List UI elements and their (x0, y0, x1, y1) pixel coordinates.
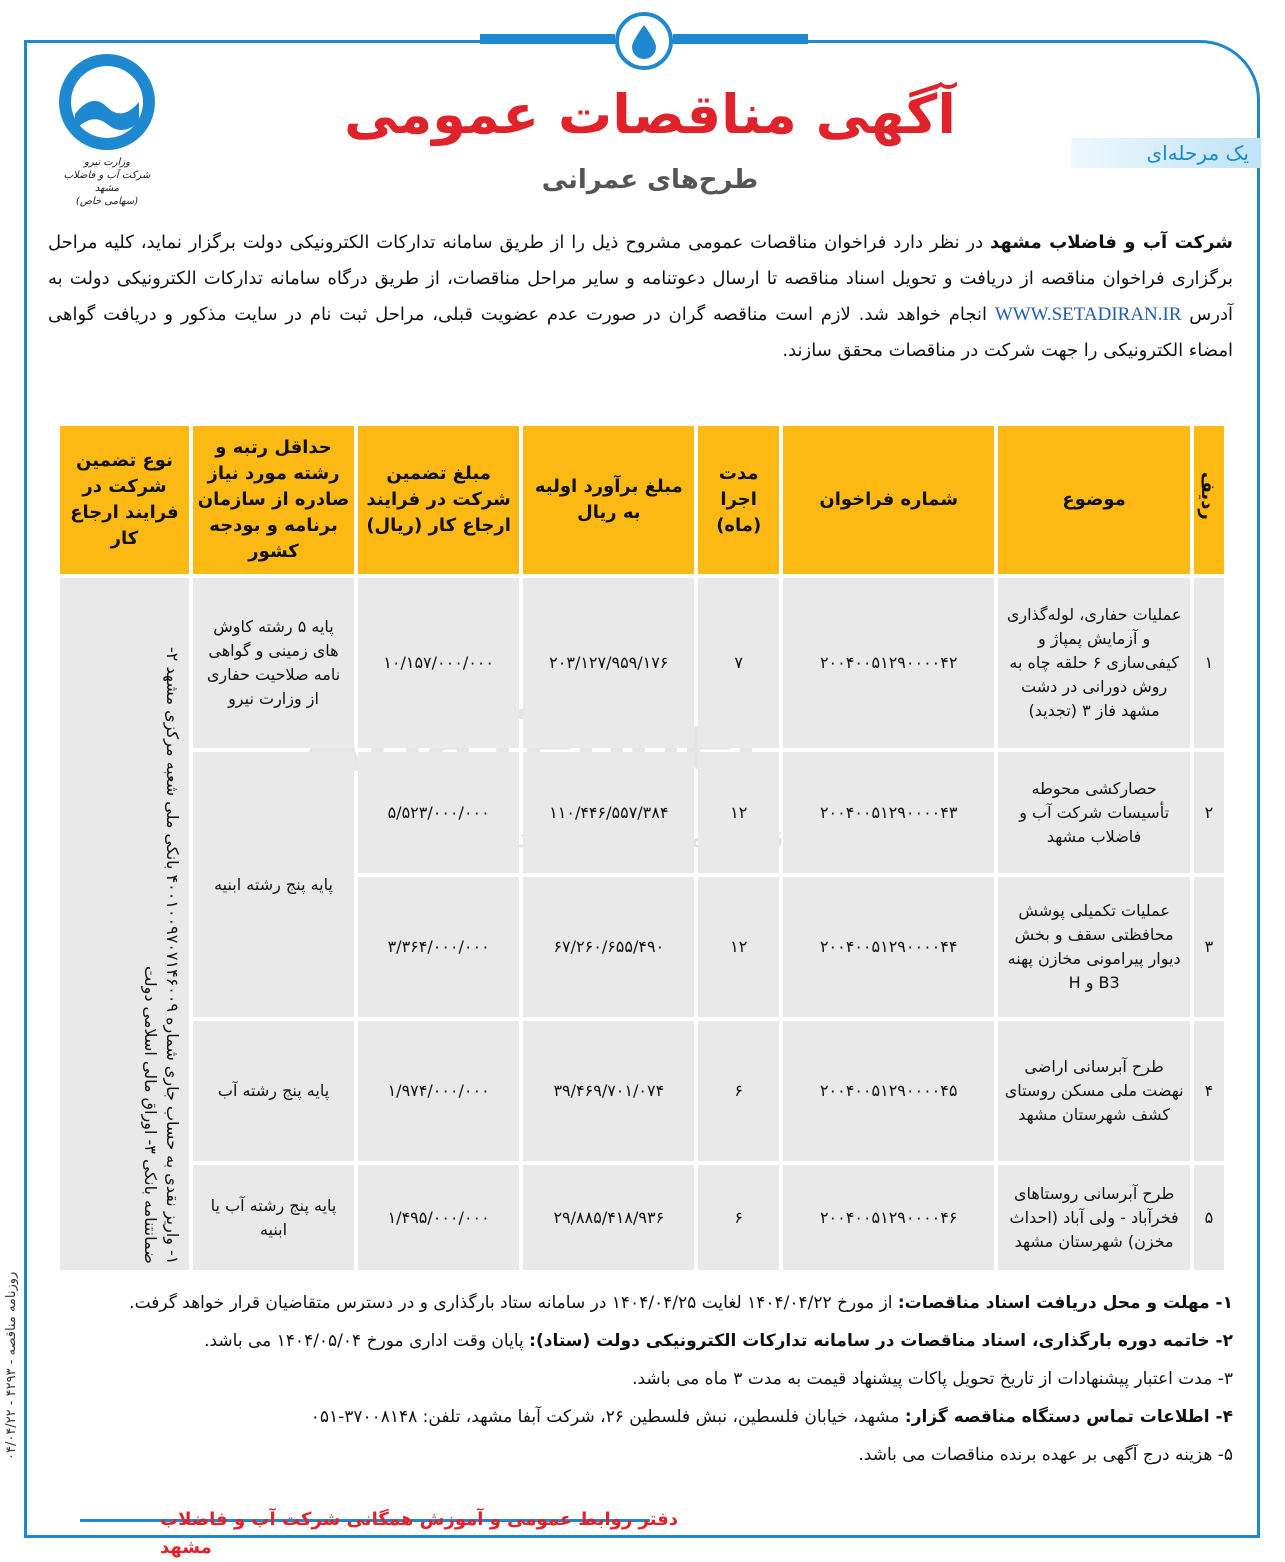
cell-duration: ۱۲ (698, 752, 779, 873)
note-2: ۲- خاتمه دوره بارگذاری، اسناد مناقصات در سامانه تدارکات الکترونیکی دولت (ستاد): پایان وقت اداری مورخ ۱۴۰۴/۰۵/۰۴ می باشد. (204, 1331, 1233, 1351)
cell-call-number: ۲۰۰۴۰۰۵۱۲۹۰۰۰۰۴۲ (783, 578, 994, 748)
footer (80, 1506, 1240, 1558)
water-drop-icon (615, 12, 673, 70)
cell-estimate: ۶۷/۲۶۰/۶۵۵/۴۹۰ (523, 877, 694, 1017)
header-wing-right (673, 34, 808, 44)
cell-duration: ۷ (698, 578, 779, 748)
cell-call-number: ۲۰۰۴۰۰۵۱۲۹۰۰۰۰۴۳ (783, 752, 994, 873)
cell-guarantee: ۵/۵۲۳/۰۰۰/۰۰۰ (358, 752, 519, 873)
header-wing-left (480, 34, 615, 44)
footer-text: دفتر روابط عمومی و آموزش همگانی شرکت آب و فاضلاب مشهد (160, 1509, 679, 1558)
cell-grade: پایه پنج رشته آب یا ابنیه (193, 1165, 354, 1270)
intro-text-1: در نظر دارد فراخوان مناقصات عمومی مشروح ذیل را از طریق سامانه تدارکات الکترونیکی دولت برگزار نماید، کلیه مراحل برگزاری فراخوان مناقصه از دریافت و تحویل اسناد مناقصه تا ارسال دعوتنامه و سایر مراحل مناقصات، از طریق درگاه سامانه تدارکات الکترونیکی دولت به آدرس (48, 232, 1233, 325)
cell-estimate: ۲۹/۸۸۵/۴۱۸/۹۳۶ (523, 1165, 694, 1270)
tenders-table (56, 422, 1228, 1274)
cell-subject: حصارکشی محوطه تأسیسات شرکت آب و فاضلاب مشهد (998, 752, 1189, 873)
header-grade: حداقل رتبه و رشته مورد نیاز صادره از سازمان برنامه و بودجه کشور (193, 426, 354, 574)
intro-company: شرکت آب و فاضلاب مشهد (990, 232, 1234, 253)
logo-org-top: وزارت نیرو (83, 157, 130, 168)
cell-guarantee: ۳/۳۶۴/۰۰۰/۰۰۰ (358, 877, 519, 1017)
setad-link[interactable]: WWW.SETADIRAN.IR (994, 304, 1182, 325)
intro-text-2: انجام خواهد شد. لازم است مناقصه گران در صورت عدم عضویت قبلی، مراحل ثبت نام در سایت مذکور و دریافت گواهی امضاء الکترونیکی را جهت شرکت در مناقصات محقق سازند. (48, 304, 1233, 361)
cell-grade: پایه ۵ رشته کاوش های زمینی و گواهی نامه صلاحیت حفاری از وزارت نیرو (193, 578, 354, 748)
cell-subject: طرح آبرسانی روستاهای فخرآباد - ولی آباد (احداث مخزن) شهرستان مشهد (998, 1165, 1189, 1270)
cell-estimate: ۳۹/۴۶۹/۷۰۱/۰۷۴ (523, 1021, 694, 1161)
header-call-number: شماره فراخوان (783, 426, 994, 574)
cell-row-number: ۲ (1194, 752, 1224, 873)
cell-subject: عملیات حفاری، لوله‌گذاری و آزمایش پمپاژ و کیفی‌سازی ۶ حلقه چاه به روش دورانی در دشت مشهد فاز ۳ (تجدید) (998, 578, 1189, 748)
note-1: ۱- مهلت و محل دریافت اسناد مناقصات: از مورخ ۱۴۰۴/۰۴/۲۲ لغایت ۱۴۰۴/۰۴/۲۵ در سامانه ستاد بارگذاری و در دسترس متقاضیان قرار خواهد گرفت. (129, 1293, 1233, 1313)
note-4: ۴- اطلاعات تماس دستگاه مناقصه گزار: مشهد، خیابان فلسطین، نبش فلسطین ۲۶، شرکت آبفا مشهد، تلفن: ۳۷۰۰۸۱۴۸-۰۵۱ (310, 1407, 1233, 1427)
cell-row-number: ۵ (1194, 1165, 1224, 1270)
logo-org-note: (سهامی خاص) (75, 196, 139, 207)
cell-estimate: ۱۱۰/۴۴۶/۵۵۷/۳۸۴ (523, 752, 694, 873)
header-duration: مدت اجرا (ماه) (698, 426, 779, 574)
cell-guarantee: ۱۰/۱۵۷/۰۰۰/۰۰۰ (358, 578, 519, 748)
cell-call-number: ۲۰۰۴۰۰۵۱۲۹۰۰۰۰۴۵ (783, 1021, 994, 1161)
side-newspaper-label: روزنامه مناقصه - ۴۲۹۳ - ۰۴/۰۴/۲۲ (4, 1271, 19, 1460)
cell-call-number: ۲۰۰۴۰۰۵۱۲۹۰۰۰۰۴۶ (783, 1165, 994, 1270)
table-row (60, 1021, 1224, 1161)
note-5: ۵- هزینه درج آگهی بر عهده برنده مناقصات می باشد. (858, 1445, 1233, 1465)
header-guarantee: مبلغ تضمین شرکت در فرایند ارجاع کار (ریال) (358, 426, 519, 574)
cell-row-number: ۱ (1194, 578, 1224, 748)
cell-call-number: ۲۰۰۴۰۰۵۱۲۹۰۰۰۰۴۴ (783, 877, 994, 1017)
logo-org-name: شرکت آب و فاضلاب مشهد (63, 170, 151, 194)
logo-emblem-icon (57, 52, 157, 152)
page-title: آگهی مناقصات عمومی (344, 83, 956, 146)
cell-duration: ۶ (698, 1021, 779, 1161)
table-row (60, 578, 1224, 748)
page-subtitle: طرح‌های عمرانی (541, 165, 759, 195)
cell-duration: ۶ (698, 1165, 779, 1270)
cell-grade-merged: پایه پنج رشته ابنیه (193, 752, 354, 1017)
company-logo (52, 52, 162, 207)
header-subject: موضوع (998, 426, 1189, 574)
table-row (60, 752, 1224, 873)
cell-guarantee: ۱/۴۹۵/۰۰۰/۰۰۰ (358, 1165, 519, 1270)
table-header-row (60, 426, 1224, 574)
cell-row-number: ۳ (1194, 877, 1224, 1017)
cell-subject: طرح آبرسانی اراضی نهضت ملی مسکن روستای کشف شهرستان مشهد (998, 1021, 1189, 1161)
note-3: ۳- مدت اعتبار پیشنهادات از تاریخ تحویل پاکات پیشنهاد قیمت به مدت ۳ ماه می باشد. (632, 1369, 1233, 1389)
header-guarantee-type: نوع تضمین شرکت در فرایند ارجاع کار (60, 426, 189, 574)
header-row-number: ردیف (1194, 426, 1224, 574)
cell-subject: عملیات تکمیلی پوشش محافظتی سقف و بخش دیوار پیرامونی مخازن پهنه B3 و H (998, 877, 1189, 1017)
stage-badge: یک مرحله‌ای (1071, 138, 1261, 168)
cell-estimate: ۲۰۳/۱۲۷/۹۵۹/۱۷۶ (523, 578, 694, 748)
cell-duration: ۱۲ (698, 877, 779, 1017)
cell-guarantee: ۱/۹۷۴/۰۰۰/۰۰۰ (358, 1021, 519, 1161)
intro-paragraph (48, 225, 1233, 369)
header-estimate: مبلغ برآورد اولیه به ریال (523, 426, 694, 574)
table-row (60, 1165, 1224, 1270)
cell-grade: پایه پنج رشته آب (193, 1021, 354, 1161)
notes-list (48, 1284, 1233, 1474)
cell-guarantee-type: ۱- واریز نقدی به حساب جاری شماره ۴۰۰۱۰۰۹۷۰۷۱۴۶۰۰۹ بانکی ملی شعبه مرکزی مشهد ۲- ضمانتنامه بانکی ۳- اوراق مالی اسلامی دولت (60, 578, 189, 1270)
cell-row-number: ۴ (1194, 1021, 1224, 1161)
